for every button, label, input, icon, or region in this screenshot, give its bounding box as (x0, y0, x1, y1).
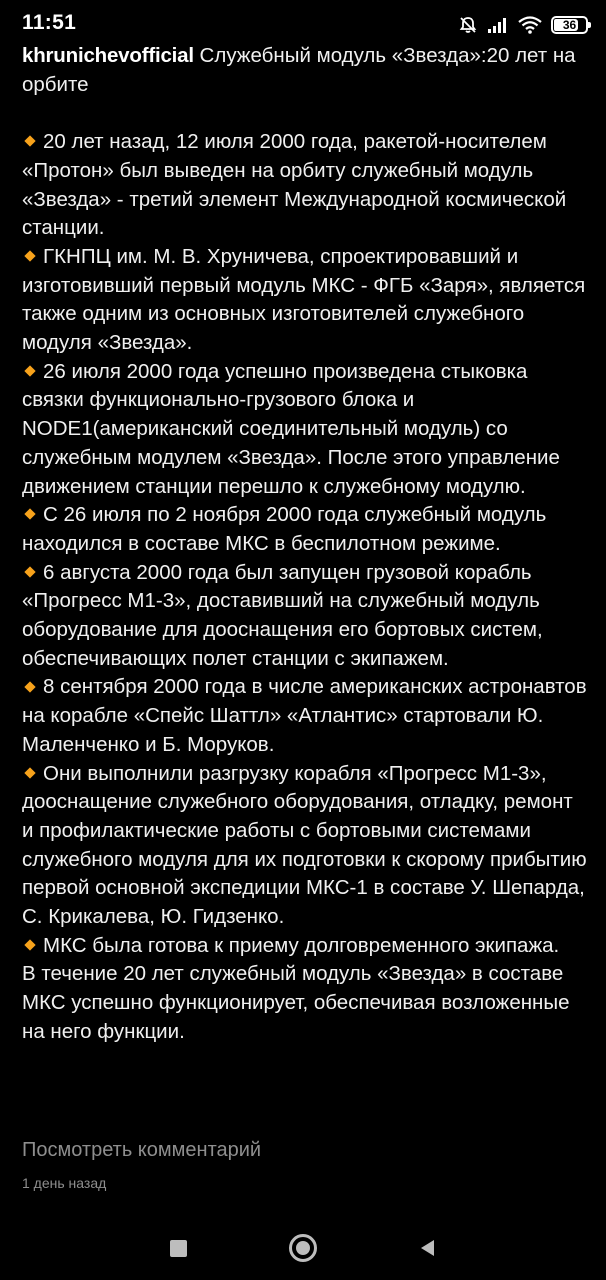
recent-apps-button[interactable] (160, 1230, 196, 1266)
orange-diamond-icon (24, 250, 35, 261)
bullet-text: 20 лет назад, 12 июля 2000 года, ракетой-носителем «Протон» был выведен на орбиту служебный модуль «Звезда» - третий элемент Международной космической станции. (22, 130, 567, 240)
bullet-item (22, 501, 588, 558)
username[interactable]: khrunichevofficial (22, 44, 194, 67)
orange-diamond-icon (24, 681, 35, 692)
view-comments-link[interactable]: Посмотреть комментарий (22, 1139, 262, 1161)
bullet-text: 6 августа 2000 года был запущен грузовой корабль «Прогресс М1-3», доставивший на служебный модуль оборудование для дооснащения его бортовых систем, обеспечивающих полет станции с экипажем. (22, 560, 543, 670)
post-title: Служебный модуль «Звезда»:20 лет на орбите (22, 44, 576, 96)
status-icons (458, 12, 588, 38)
bullet-text: С 26 июля по 2 ноября 2000 года служебный модуль находился в составе МКС в беспилотном режиме. (22, 503, 547, 555)
home-button[interactable] (285, 1230, 321, 1266)
post-timestamp: 1 день назад (22, 1175, 107, 1191)
battery-level: 36 (562, 18, 577, 32)
bullet-text: 8 сентября 2000 года в числе американских астронавтов на корабле «Спейс Шаттл» «Атлантис» стартовали Ю. Маленченко и Б. Моруков. (22, 675, 587, 756)
orange-diamond-icon (24, 365, 35, 376)
orange-diamond-icon (24, 136, 35, 147)
battery-icon (551, 16, 588, 34)
closing-text: В течение 20 лет служебный модуль «Звезда» в составе МКС успешно функционирует, обеспечивая возложенные на него функции. (22, 962, 570, 1043)
bullet-item (22, 673, 588, 759)
status-bar (0, 0, 606, 48)
alarm-off-icon (458, 15, 478, 35)
bullet-text: МКС была готова к приему долговременного экипажа. (43, 933, 560, 957)
bullet-item (22, 128, 588, 243)
bullet-item (22, 932, 588, 961)
back-button[interactable] (410, 1230, 446, 1266)
spacer (22, 99, 588, 128)
post-caption (22, 42, 588, 1047)
orange-diamond-icon (24, 566, 35, 577)
caption-header (22, 42, 588, 99)
status-time: 11:51 (22, 11, 77, 34)
wifi-icon (518, 16, 542, 34)
bullet-text: ГКНПЦ им. М. В. Хруничева, спроектировавший и изготовивший первый модуль МКС - ФГБ «Заря», является также одним из основных изготовителей служебного модуля «Звезда». (22, 244, 586, 355)
orange-diamond-icon (24, 767, 35, 778)
bullet-text: Они выполнили разгрузку корабля «Прогресс М1-3», дооснащение служебного оборудования, отладку, ремонт и профилактические работы с бортовыми системами служебного модуля для их подготовки к скорому прибытию первой основной экспедиции МКС-1 в составе У. Шепарда, С. Крикалева, Ю. Гидзенко. (22, 761, 587, 929)
bullet-item (22, 358, 588, 502)
circle-icon (289, 1234, 317, 1262)
back-triangle-icon (418, 1238, 438, 1258)
orange-diamond-icon (24, 509, 35, 520)
bullet-text: 26 июля 2000 года успешно произведена стыковка связки функционально-грузового блока и NODE1(американский соединительный модуль) со служебным модулем «Звезда». После этого управление движением станции перешло к служебному модулю. (22, 359, 560, 498)
bullet-item (22, 243, 588, 358)
bullet-item (22, 559, 588, 674)
signal-icon (487, 16, 509, 34)
orange-diamond-icon (24, 939, 35, 950)
navigation-bar (0, 1212, 606, 1280)
square-icon (170, 1240, 187, 1257)
bullet-item (22, 760, 588, 932)
